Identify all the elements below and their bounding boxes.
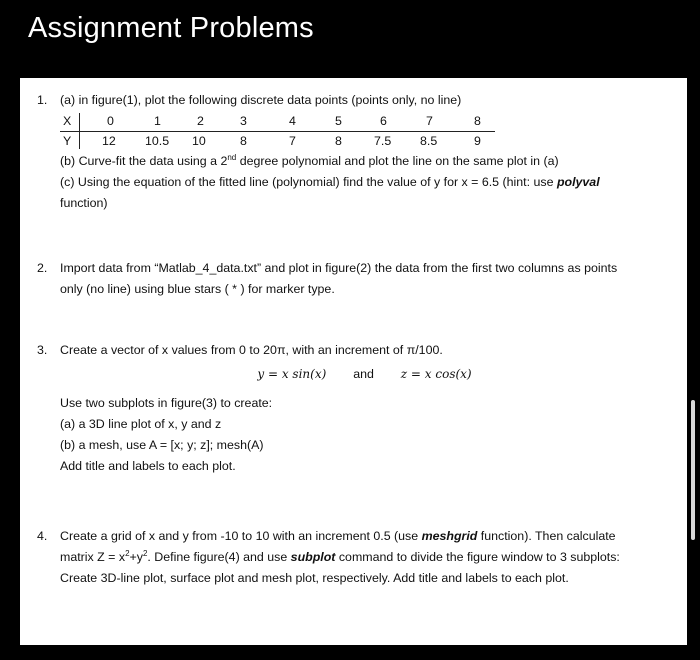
table-cell: 1: [154, 114, 161, 128]
problem-3-line: (b) a mesh, use A = [x; y; z]; mesh(A): [60, 438, 264, 452]
table-divider-vertical: [79, 113, 80, 149]
table-y-label: Y: [63, 134, 72, 148]
problem-3-line: Create a vector of x values from 0 to 20π, with an increment of π/100.: [60, 343, 443, 357]
table-cell: 6: [380, 114, 387, 128]
table-cell: 3: [240, 114, 247, 128]
table-cell: 7.5: [374, 134, 392, 148]
problem-number: 1.: [37, 93, 48, 107]
equations: [60, 364, 669, 385]
problem-1-part-b: (b) Curve-fit the data using a 2nd degree polynomial and plot the line on the same plot in (a): [60, 152, 559, 168]
table-cell: 8: [474, 114, 481, 128]
problem-4-line: Create a grid of x and y from -10 to 10 with an increment 0.5 (use meshgrid function). Then calculate: [60, 529, 616, 543]
problem-1-part-a: (a) in figure(1), plot the following discrete data points (points only, no line): [60, 93, 462, 107]
equation-y: y = x sin(x): [257, 367, 327, 381]
table-cell: 0: [107, 114, 114, 128]
table-cell: 12: [102, 134, 116, 148]
table-cell: 8: [240, 134, 247, 148]
problem-4-line: Create 3D-line plot, surface plot and mesh plot, respectively. Add title and labels to each plot.: [60, 571, 569, 585]
problem-2-line: Import data from “Matlab_4_data.txt” and plot in figure(2) the data from the first two columns as points: [60, 261, 618, 275]
table-cell: 2: [197, 114, 204, 128]
problem-4-line: matrix $Z = x^2+y^2$. Define figure(4) and use subplot command to divide the figure window to 3 subplots:: [60, 548, 620, 564]
table-x-label: X: [63, 114, 72, 128]
problem-2-line: only (no line) using blue stars ( * ) for marker type.: [60, 282, 335, 296]
table-cell: 5: [335, 114, 342, 128]
problem-3-line: Add title and labels to each plot.: [60, 459, 236, 473]
table-cell: 8: [335, 134, 342, 148]
problem-number: 2.: [37, 261, 48, 275]
data-table: [60, 111, 669, 151]
problem-3-line: (a) a 3D line plot of x, y and z: [60, 417, 222, 431]
equation-and: and: [353, 367, 374, 381]
equation-z: z = x cos(x): [400, 367, 472, 381]
page-title: Assignment Problems: [28, 12, 314, 44]
table-cell: 10: [192, 134, 206, 148]
problem-1-part-c-cont: function): [60, 196, 108, 210]
problem-number: 4.: [37, 529, 48, 543]
table-cell: 4: [289, 114, 296, 128]
problem-1-part-c: (c) Using the equation of the fitted line (polynomial) find the value of y for x = 6.5 (hint: use polyval: [60, 175, 600, 189]
problem-number: 3.: [37, 343, 48, 357]
table-cell: 7: [426, 114, 433, 128]
table-cell: 7: [289, 134, 296, 148]
scrollbar[interactable]: [691, 400, 695, 540]
problem-3-line: Use two subplots in figure(3) to create:: [60, 396, 273, 410]
table-cell: 8.5: [420, 134, 438, 148]
document-page: [20, 78, 687, 645]
table-cell: 10.5: [145, 134, 170, 148]
table-cell: 9: [474, 134, 481, 148]
